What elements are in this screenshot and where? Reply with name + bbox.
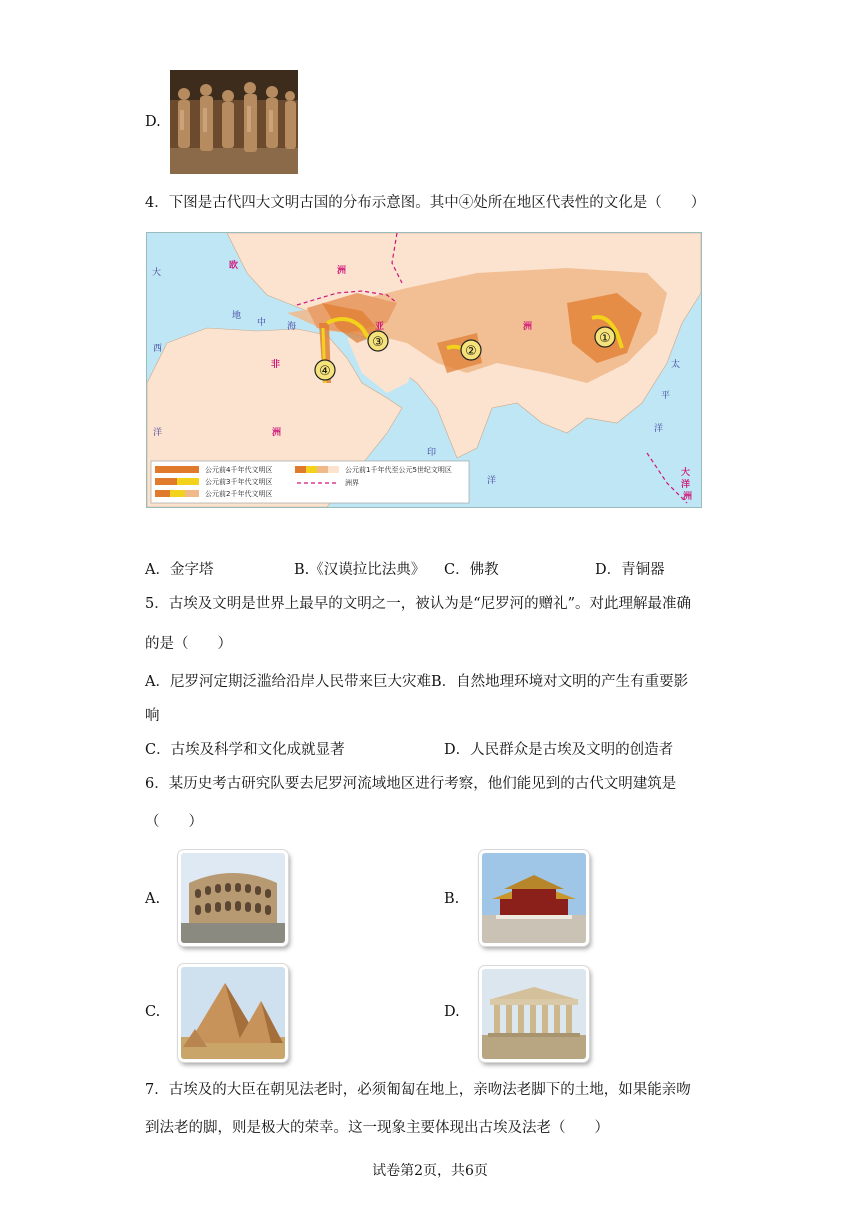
ancient-civilizations-map — [146, 232, 702, 508]
q5-stem-line1: 5．古埃及文明是世界上最早的文明之一，被认为是“尼罗河的赠礼”。对此理解最准确 — [145, 596, 692, 612]
svg-text:③: ③ — [372, 335, 384, 350]
marker-4 — [315, 360, 335, 380]
q5-stem-line2: 的是（ ） — [145, 636, 232, 652]
svg-text:洋: 洋 — [681, 480, 691, 490]
svg-text:洲: 洲 — [683, 492, 693, 502]
page-footer: 试卷第2页，共6页 — [372, 1163, 488, 1179]
q5-options-line1[interactable]: A．尼罗河定期泛滥给沿岸人民带来巨大灾难B．自然地理环境对文明的产生有重要影 — [145, 674, 689, 690]
svg-text:公元前1千年代至公元5世纪文明区: 公元前1千年代至公元5世纪文明区 — [345, 466, 452, 474]
svg-text:④: ④ — [319, 364, 331, 379]
terracotta-warriors-image — [170, 70, 298, 174]
svg-text:②: ② — [465, 344, 477, 359]
q4-option-d[interactable]: D．青铜器 — [595, 562, 665, 578]
q5-options-line1-wrap: 响 — [145, 708, 160, 724]
q4-option-c[interactable]: C．佛教 — [444, 562, 499, 578]
svg-text:洲: 洲 — [523, 322, 533, 332]
svg-text:地: 地 — [232, 311, 242, 321]
q4-option-b[interactable]: B.《汉谟拉比法典》 — [294, 562, 426, 578]
colosseum-image[interactable] — [178, 850, 288, 946]
q5-option-c[interactable]: C．古埃及科学和文化成就显著 — [145, 742, 345, 758]
q6-stem-line1: 6．某历史考古研究队要去尼罗河流域地区进行考察，他们能见到的古代文明建筑是 — [145, 776, 677, 792]
svg-text:①: ① — [599, 331, 611, 346]
q4-stem: 4．下图是古代四大文明古国的分布示意图。其中④处所在地区代表性的文化是（ ） — [145, 195, 706, 211]
svg-text:欧: 欧 — [229, 261, 239, 271]
svg-text:大: 大 — [681, 468, 691, 478]
svg-text:亚: 亚 — [375, 322, 385, 332]
q6-option-a-label[interactable]: A. — [145, 891, 161, 907]
svg-text:公元前2千年代文明区: 公元前2千年代文明区 — [205, 490, 273, 498]
q7-stem-line1: 7．古埃及的大臣在朝见法老时，必须匍匐在地上，亲吻法老脚下的土地，如果能亲吻 — [145, 1082, 691, 1098]
q6-stem-line2: （ ） — [145, 814, 203, 830]
q7-stem-line2: 到法老的脚，则是极大的荣幸。这一现象主要体现出古埃及法老（ ） — [145, 1120, 609, 1136]
marker-3 — [368, 331, 388, 351]
q6-option-b-label[interactable]: B. — [444, 891, 460, 907]
svg-text:公元前3千年代文明区: 公元前3千年代文明区 — [205, 478, 273, 486]
svg-text:海: 海 — [287, 322, 297, 332]
q3-option-d-label: D. — [145, 114, 161, 130]
svg-text:洲: 洲 — [337, 266, 347, 276]
svg-text:公元前4千年代文明区: 公元前4千年代文明区 — [205, 466, 273, 474]
svg-text:洋: 洋 — [487, 476, 497, 486]
marker-2 — [461, 340, 481, 360]
parthenon-image[interactable] — [479, 966, 589, 1062]
svg-text:洋: 洋 — [153, 428, 163, 438]
svg-text:非: 非 — [271, 360, 281, 370]
svg-text:平: 平 — [661, 391, 671, 401]
svg-text:西: 西 — [153, 344, 163, 354]
svg-text:洋: 洋 — [654, 424, 664, 434]
map-legend — [151, 461, 469, 503]
svg-text:印: 印 — [427, 448, 437, 458]
forbidden-city-image[interactable] — [479, 850, 589, 946]
svg-text:洲: 洲 — [272, 428, 282, 438]
svg-text:中: 中 — [257, 318, 267, 328]
svg-text:洲界: 洲界 — [345, 479, 359, 487]
pyramids-image[interactable] — [178, 964, 288, 1062]
q6-option-c-label[interactable]: C. — [145, 1004, 161, 1020]
q6-option-d-label[interactable]: D. — [444, 1004, 460, 1020]
q5-option-d[interactable]: D．人民群众是古埃及文明的创造者 — [444, 742, 674, 758]
svg-text:太: 太 — [671, 360, 681, 370]
marker-1 — [595, 327, 615, 347]
q4-option-a[interactable]: A．金字塔 — [145, 562, 214, 578]
svg-text:大: 大 — [152, 268, 162, 278]
